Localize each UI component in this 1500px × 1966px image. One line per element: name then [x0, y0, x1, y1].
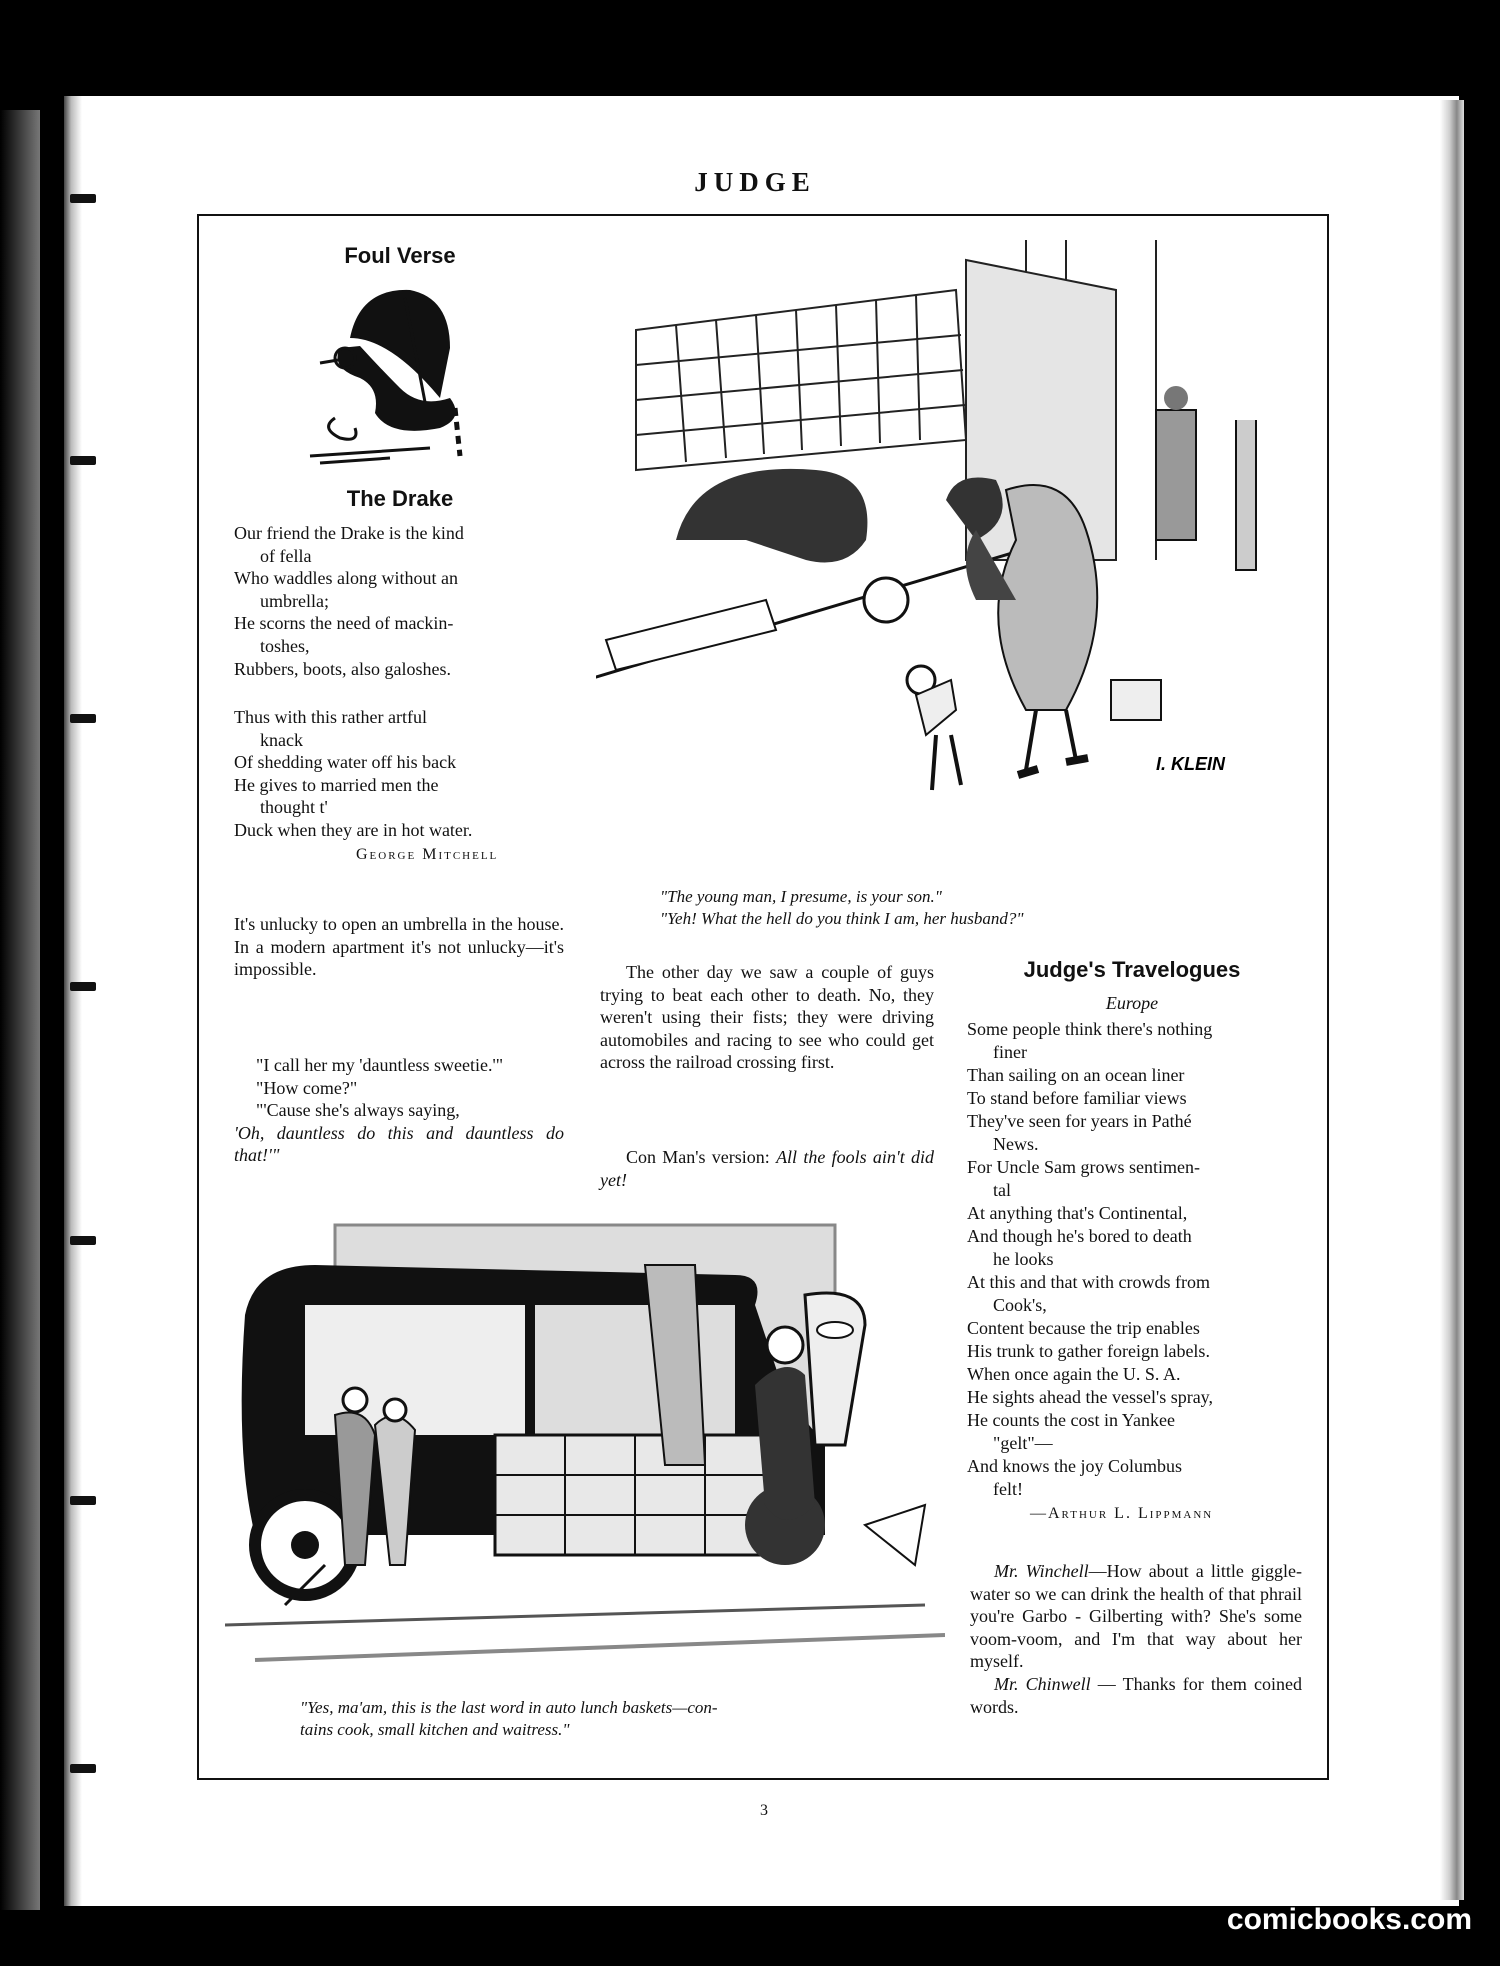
- con-man-punchline: All the fools ain't did yet!: [600, 1147, 934, 1190]
- poem-line: "gelt"—: [993, 1433, 1053, 1453]
- poem-line: And though he's bored to death: [967, 1226, 1192, 1246]
- poem-line: knack: [260, 729, 303, 750]
- section-title-foul-verse: Foul Verse: [344, 243, 456, 268]
- dialogue-text: —How about a little giggle-water so we can drink the health of that phrail you're Garbo - Gilberting with? She's some voom-voom, and I'm that way about her myself.: [970, 1561, 1302, 1672]
- joke-line: "'Cause she's always saying,: [256, 1100, 460, 1121]
- poem-line: Than sailing on an ocean liner: [967, 1065, 1185, 1085]
- dauntless-joke: [234, 1054, 564, 1167]
- binding-stitch: [70, 194, 96, 203]
- binding-stitch: [70, 714, 96, 723]
- poem-line: They've seen for years in Pathé: [967, 1111, 1192, 1131]
- page-right-edge: [1440, 100, 1464, 1900]
- travelogues-poem: [967, 1018, 1300, 1501]
- poem-line: Rubbers, boots, also galoshes.: [234, 658, 451, 679]
- binding-stitch: [70, 456, 96, 465]
- poem-line: Our friend the Drake is the kind: [234, 523, 464, 543]
- auto-lunch-basket-cartoon: [225, 1205, 945, 1675]
- poem-line: felt!: [993, 1479, 1023, 1499]
- con-man-joke: [600, 1146, 934, 1191]
- caption-line: "Yeh! What the hell do you think I am, her husband?": [660, 909, 1024, 928]
- poem-stanza-2: [234, 706, 564, 842]
- drake-illustration: [300, 278, 480, 468]
- poem-line: For Uncle Sam grows sentimen-: [967, 1157, 1200, 1177]
- binding-stitch: [70, 1764, 96, 1773]
- joke-line: 'Oh, dauntless do this and dauntless do that!'": [234, 1122, 564, 1166]
- binding-stitch: [70, 982, 96, 991]
- poem-line: He sights ahead the vessel's spray,: [967, 1387, 1214, 1407]
- dialogue-line: [970, 1673, 1302, 1718]
- poem-line: When once again the U. S. A.: [967, 1364, 1181, 1384]
- poem-line: His trunk to gather foreign labels.: [967, 1341, 1210, 1361]
- hotel-cartoon-caption: [660, 886, 1280, 930]
- poem-line: finer: [993, 1042, 1027, 1062]
- caption-line: "Yes, ma'am, this is the last word in auto lunch baskets—con-: [300, 1698, 718, 1717]
- speaker-name: Mr. Chinwell: [994, 1673, 1091, 1694]
- poem-line: News.: [993, 1134, 1039, 1154]
- car-cartoon-caption: [300, 1697, 920, 1741]
- poem-line: To stand before familiar views: [967, 1088, 1187, 1108]
- con-man-lead: Con Man's version:: [626, 1147, 770, 1167]
- dialogue-text: — Thanks for them coined words.: [970, 1673, 1302, 1717]
- poem-line: Who waddles along without an: [234, 568, 458, 589]
- poem-line: umbrella;: [260, 590, 329, 611]
- poem-line: Of shedding water off his back: [234, 752, 457, 773]
- binding-stitch: [70, 1236, 96, 1245]
- page-spine: [64, 96, 82, 1906]
- poem-line: Content because the trip enables: [967, 1318, 1200, 1338]
- poem-line: toshes,: [260, 635, 310, 656]
- poem-line: He scorns the need of mackin-: [234, 613, 454, 634]
- poem-line: Thus with this rather artful: [234, 707, 427, 727]
- travelogues-subtitle: Europe: [1105, 993, 1159, 1013]
- poem-line: And knows the joy Columbus: [967, 1456, 1183, 1476]
- poem-line: He gives to married men the: [234, 774, 439, 795]
- umbrella-joke: It's unlucky to open an umbrella in the house. In a modern apartment it's not unlucky—it's impossible.: [234, 914, 564, 980]
- poem-line: He counts the cost in Yankee: [967, 1410, 1175, 1430]
- winchell-dialogue: [970, 1560, 1302, 1718]
- masthead: JUDGE: [694, 167, 816, 197]
- poem-stanza-1: [234, 522, 564, 680]
- poem-line: he looks: [993, 1249, 1054, 1269]
- poem-title: The Drake: [346, 486, 454, 511]
- binding-stitch: [70, 1496, 96, 1505]
- poem-author: George Mitchell: [356, 846, 499, 863]
- speaker-name: Mr. Winchell: [994, 1561, 1089, 1581]
- travelogues-author: —Arthur L. Lippmann: [1030, 1505, 1214, 1522]
- dialogue-line: [970, 1560, 1302, 1673]
- poem-line: Duck when they are in hot water.: [234, 819, 473, 840]
- travelogues-title: Judge's Travelogues: [1023, 957, 1241, 982]
- beat-each-other-joke: The other day we saw a couple of guys trying to beat each other to death. No, they weren't using their fists; they were driving automobiles and racing to see who could get across the railroad crossing first.: [600, 962, 934, 1073]
- page-number: 3: [760, 1802, 768, 1819]
- poem-line: Cook's,: [993, 1295, 1047, 1315]
- poem-line: Some people think there's nothing: [967, 1019, 1213, 1039]
- poem-line: thought t': [260, 797, 328, 818]
- caption-line: tains cook, small kitchen and waitress.": [300, 1720, 570, 1739]
- poem-line: of fella: [260, 545, 312, 566]
- poem-line: At anything that's Continental,: [967, 1203, 1188, 1223]
- joke-line: "I call her my 'dauntless sweetie.'": [256, 1055, 504, 1075]
- poem-line: At this and that with crowds from: [967, 1272, 1210, 1292]
- poem-line: tal: [993, 1180, 1011, 1200]
- cartoon-signature: I. KLEIN: [1156, 754, 1226, 774]
- hotel-desk-cartoon: [596, 240, 1296, 880]
- caption-line: "The young man, I presume, is your son.": [660, 887, 942, 906]
- joke-line: "How come?": [256, 1077, 358, 1098]
- left-page-edge: [0, 110, 40, 1910]
- watermark: comicbooks.com: [1226, 1903, 1472, 1936]
